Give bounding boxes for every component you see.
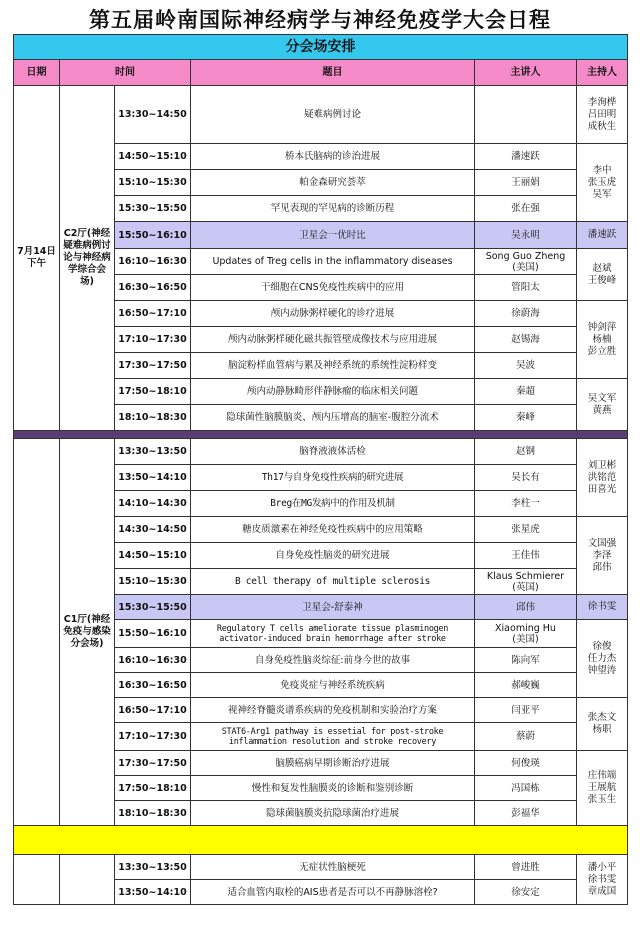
time-cell: 15:30~15:50 bbox=[115, 595, 191, 620]
time-cell: 15:30~15:50 bbox=[115, 196, 191, 222]
speaker-cell bbox=[475, 86, 577, 144]
topic-cell: 颅内动脉粥样硬化的诊疗进展 bbox=[191, 301, 475, 327]
time-cell: 17:50~18:10 bbox=[115, 776, 191, 801]
speaker-cell: 邱伟 bbox=[475, 595, 577, 620]
speaker-cell: 徐蔚海 bbox=[475, 301, 577, 327]
host-cell: 刘卫彬 洪铭范 田喜光 bbox=[577, 439, 628, 517]
time-cell: 14:50~15:10 bbox=[115, 144, 191, 170]
header-speaker: 主讲人 bbox=[475, 60, 577, 86]
time-cell: 14:30~14:50 bbox=[115, 517, 191, 543]
topic-cell: Breg在MG发病中的作用及机制 bbox=[191, 491, 475, 517]
time-cell: 15:10~15:30 bbox=[115, 569, 191, 595]
section-divider bbox=[14, 826, 628, 855]
header-time: 时间 bbox=[60, 60, 191, 86]
room-empty-cell bbox=[60, 855, 115, 905]
host-cell: 张杰文 杨职 bbox=[577, 698, 628, 751]
speaker-cell: Xiaoming Hu (美国) bbox=[475, 620, 577, 648]
topic-cell: 颅内动静脉畸形伴静脉瘤的临床相关问题 bbox=[191, 379, 475, 405]
topic-cell: 隐球菌性脑膜脑炎、颅内压增高的脑室-腹腔分流术 bbox=[191, 405, 475, 431]
time-cell: 13:50~14:10 bbox=[115, 465, 191, 491]
section-banner: 分会场安排 bbox=[14, 35, 628, 60]
host-cell: 庄伟端 王展航 张玉生 bbox=[577, 751, 628, 826]
speaker-cell: 郝峻巍 bbox=[475, 673, 577, 698]
host-cell: 徐书雯 bbox=[577, 595, 628, 620]
speaker-cell: 蔡蔚 bbox=[475, 723, 577, 751]
speaker-cell: 吴波 bbox=[475, 353, 577, 379]
host-cell: 赵斌 王俊峰 bbox=[577, 249, 628, 301]
topic-cell: 慢性和复发性脑膜炎的诊断和鉴别诊断 bbox=[191, 776, 475, 801]
time-cell: 18:10~18:30 bbox=[115, 801, 191, 826]
time-cell: 15:50~16:10 bbox=[115, 222, 191, 249]
speaker-cell: 李柱一 bbox=[475, 491, 577, 517]
speaker-cell: 王丽娟 bbox=[475, 170, 577, 196]
speaker-cell: 张星虎 bbox=[475, 517, 577, 543]
room-c1: C1厅(神经免疫与感染分会场) bbox=[60, 439, 115, 826]
speaker-cell: 吴长有 bbox=[475, 465, 577, 491]
schedule-table bbox=[13, 34, 628, 905]
speaker-cell: 赵锡海 bbox=[475, 327, 577, 353]
topic-cell: STAT6-Arg1 pathway is essetial for post-stroke inflammation resolution and stroke recovery bbox=[191, 723, 475, 751]
topic-cell: Th17与自身免疫性疾病的研究进展 bbox=[191, 465, 475, 491]
speaker-cell: 王佳伟 bbox=[475, 543, 577, 569]
topic-cell: 无症状性脑梗死 bbox=[191, 855, 475, 880]
time-cell: 17:10~17:30 bbox=[115, 723, 191, 751]
time-cell: 15:50~16:10 bbox=[115, 620, 191, 648]
topic-cell: 适合血管内取栓的AIS患者是否可以不再静脉溶栓? bbox=[191, 880, 475, 905]
time-cell: 16:10~16:30 bbox=[115, 648, 191, 673]
date-empty-cell bbox=[14, 855, 60, 905]
topic-cell: 免疫炎症与神经系统疾病 bbox=[191, 673, 475, 698]
time-cell: 13:30~13:50 bbox=[115, 439, 191, 465]
topic-cell: 脑脊液液体活检 bbox=[191, 439, 475, 465]
topic-cell: B cell therapy of multiple sclerosis bbox=[191, 569, 475, 595]
host-cell: 文国强 李泽 邱伟 bbox=[577, 517, 628, 595]
header-host: 主持人 bbox=[577, 60, 628, 86]
speaker-cell: 陈向军 bbox=[475, 648, 577, 673]
host-cell: 钟剑萍 杨楠 彭立胜 bbox=[577, 301, 628, 379]
room-c2: C2厅(神经疑难病例讨论与神经病学综合会场) bbox=[60, 86, 115, 431]
speaker-cell: 赵钢 bbox=[475, 439, 577, 465]
topic-cell: Regulatory T cells ameliorate tissue plasminogen activator-induced brain hemorrhage after stroke bbox=[191, 620, 475, 648]
topic-cell: 脑淀粉样血管病与累及神经系统的系统性淀粉样变 bbox=[191, 353, 475, 379]
speaker-cell: 徐安定 bbox=[475, 880, 577, 905]
speaker-cell: 何俊瑛 bbox=[475, 751, 577, 776]
topic-cell: 疑难病例讨论 bbox=[191, 86, 475, 144]
topic-cell: 视神经脊髓炎谱系疾病的免疫机制和实验治疗方案 bbox=[191, 698, 475, 723]
host-cell: 李中 张玉虎 吴军 bbox=[577, 144, 628, 222]
topic-cell: 罕见表现的罕见病的诊断历程 bbox=[191, 196, 475, 222]
time-cell: 16:30~16:50 bbox=[115, 673, 191, 698]
time-cell: 17:10~17:30 bbox=[115, 327, 191, 353]
time-cell: 14:10~14:30 bbox=[115, 491, 191, 517]
speaker-cell: 冯国栋 bbox=[475, 776, 577, 801]
time-cell: 18:10~18:30 bbox=[115, 405, 191, 431]
time-cell: 13:30~14:50 bbox=[115, 86, 191, 144]
host-cell: 潘速跃 bbox=[577, 222, 628, 249]
time-cell: 17:30~17:50 bbox=[115, 353, 191, 379]
topic-cell: 自身免疫性脑炎综征:前身今世的故事 bbox=[191, 648, 475, 673]
time-cell: 16:10~16:30 bbox=[115, 249, 191, 275]
topic-cell: 糖皮质激素在神经免疫性疾病中的应用策略 bbox=[191, 517, 475, 543]
speaker-cell: 张在强 bbox=[475, 196, 577, 222]
session-date: 7月14日 下午 bbox=[14, 86, 60, 431]
speaker-cell: 秦峰 bbox=[475, 405, 577, 431]
time-cell: 17:30~17:50 bbox=[115, 751, 191, 776]
topic-cell: 干细胞在CNS免疫性疾病中的应用 bbox=[191, 275, 475, 301]
time-cell: 16:50~17:10 bbox=[115, 698, 191, 723]
speaker-cell: Klaus Schmierer (英国) bbox=[475, 569, 577, 595]
topic-cell: 帕金森研究荟萃 bbox=[191, 170, 475, 196]
speaker-cell: 潘速跃 bbox=[475, 144, 577, 170]
time-cell: 13:50~14:10 bbox=[115, 880, 191, 905]
speaker-cell: 秦超 bbox=[475, 379, 577, 405]
date-empty-cell bbox=[14, 439, 60, 826]
speaker-cell: 闫亚平 bbox=[475, 698, 577, 723]
time-cell: 17:50~18:10 bbox=[115, 379, 191, 405]
host-cell: 徐俊 任力杰 钟望涛 bbox=[577, 620, 628, 698]
speaker-cell: 吴永明 bbox=[475, 222, 577, 249]
speaker-cell: 曾进胜 bbox=[475, 855, 577, 880]
host-cell: 吴文军 黄燕 bbox=[577, 379, 628, 431]
speaker-cell: 彭福华 bbox=[475, 801, 577, 826]
page-title: 第五届岭南国际神经病学与神经免疫学大会日程 bbox=[89, 7, 551, 32]
section-divider bbox=[14, 431, 628, 439]
speaker-cell: 管阳太 bbox=[475, 275, 577, 301]
topic-cell: 卫星会-舒泰神 bbox=[191, 595, 475, 620]
time-cell: 14:50~15:10 bbox=[115, 543, 191, 569]
time-cell: 15:10~15:30 bbox=[115, 170, 191, 196]
topic-cell: 桥本氏脑病的诊治进展 bbox=[191, 144, 475, 170]
topic-cell: 颅内动脉粥样硬化磁共振管壁成像技术与应用进展 bbox=[191, 327, 475, 353]
time-cell: 16:50~17:10 bbox=[115, 301, 191, 327]
topic-cell: 脑膜癌病早期诊断治疗进展 bbox=[191, 751, 475, 776]
speaker-cell: Song Guo Zheng (美国) bbox=[475, 249, 577, 275]
topic-cell: 隐球菌脑膜炎抗隐球菌治疗进展 bbox=[191, 801, 475, 826]
header-date: 日期 bbox=[14, 60, 60, 86]
time-cell: 16:30~16:50 bbox=[115, 275, 191, 301]
topic-cell: Updates of Treg cells in the inflammatory diseases bbox=[191, 249, 475, 275]
host-cell: 潘小平 徐书雯 章成国 bbox=[577, 855, 628, 905]
host-cell: 李洵桦 吕田明 成秋生 bbox=[577, 86, 628, 144]
time-cell: 13:30~13:50 bbox=[115, 855, 191, 880]
header-topic: 题目 bbox=[191, 60, 475, 86]
topic-cell: 卫星会一优时比 bbox=[191, 222, 475, 249]
topic-cell: 自身免疫性脑炎的研究进展 bbox=[191, 543, 475, 569]
